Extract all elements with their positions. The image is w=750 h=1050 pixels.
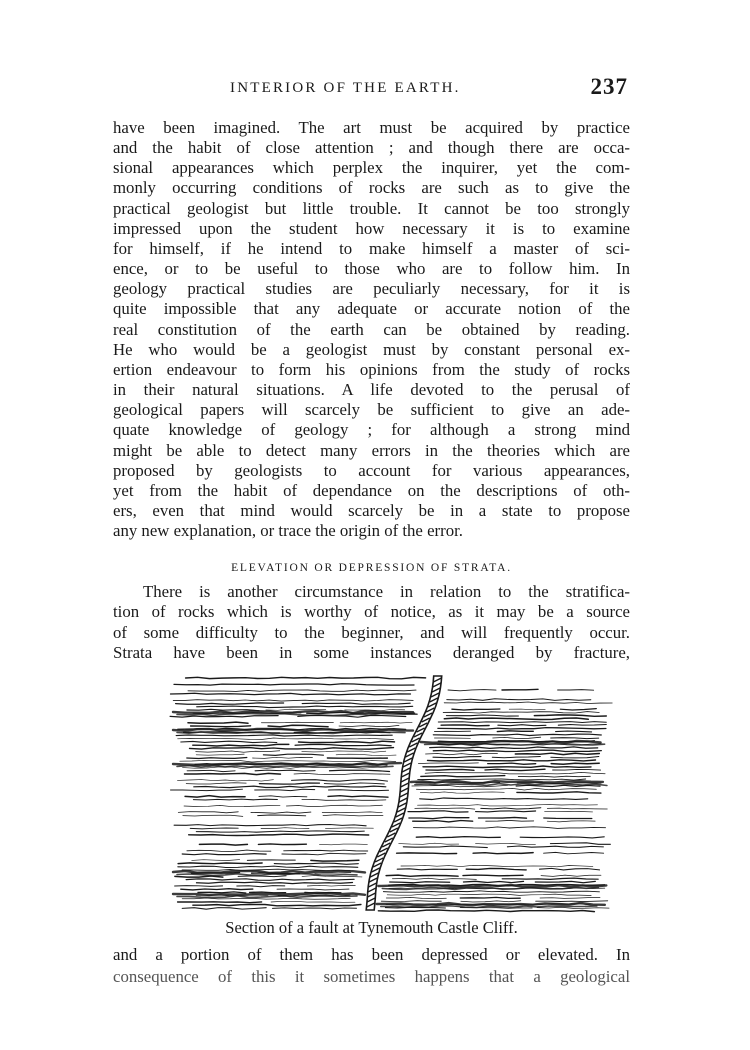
text-line: impressed upon the student how necessary it is to examine	[113, 218, 630, 238]
text-line: of some difficulty to the beginner, and will frequently occur.	[113, 622, 630, 642]
text-line: ers, even that mind would scarcely be in a state to propose	[113, 500, 630, 520]
text-line: and a portion of them has been depressed or elevated. In	[113, 945, 630, 964]
text-line: real constitution of the earth can be obtained by reading.	[113, 319, 630, 339]
text-line: ertion endeavour to form his opinions from the study of rocks	[113, 359, 630, 379]
fault-engraving-icon	[163, 672, 623, 916]
figure-caption: Section of a fault at Tynemouth Castle Cliff.	[225, 918, 518, 937]
text-line: He who would be a geologist must by constant personal ex-	[113, 339, 630, 359]
text-line: practical geologist but little trouble. It cannot be too strongly	[113, 198, 630, 218]
text-line: sional appearances which perplex the inquirer, yet the com-	[113, 158, 630, 178]
text-line: any new explanation, or trace the origin of the error.	[113, 521, 463, 541]
section-heading: ELEVATION OR DEPRESSION OF STRATA.	[231, 562, 512, 574]
page-number: 237	[590, 74, 628, 99]
text-line: geological papers will scarcely be sufficient to give an ade-	[113, 400, 630, 420]
text-line: for himself, if he intend to make himself a master of sci-	[113, 238, 630, 258]
paragraph-2	[113, 582, 630, 663]
fault-illustration	[163, 672, 623, 916]
text-line: might be able to detect many errors in the theories which are	[113, 440, 630, 460]
text-line: proposed by geologists to account for various appearances,	[113, 460, 630, 480]
text-line: There is another circumstance in relation to the stratifica-	[143, 582, 630, 601]
text-line: monly occurring conditions of rocks are such as to give the	[113, 178, 630, 198]
text-line: have been imagined. The art must be acquired by practice	[113, 118, 630, 137]
text-line: quite impossible that any adequate or accurate notion of the	[113, 299, 630, 319]
text-line: geology practical studies are peculiarly necessary, for it is	[113, 279, 630, 299]
paragraph-3	[113, 944, 630, 988]
text-line: tion of rocks which is worthy of notice, as it may be a source	[113, 602, 630, 622]
text-line: Strata have been in some instances deranged by fracture,	[113, 642, 630, 662]
text-line: yet from the habit of dependance on the descriptions of oth-	[113, 480, 630, 500]
text-line: and the habit of close attention ; and though there are occa-	[113, 138, 630, 158]
running-title: INTERIOR OF THE EARTH.	[230, 80, 461, 96]
running-head	[112, 76, 628, 106]
text-line: consequence of this it sometimes happens that a geological	[113, 967, 630, 986]
text-line: quate knowledge of geology ; for although a strong mind	[113, 420, 630, 440]
text-line: ence, or to be useful to those who are to follow him. In	[113, 259, 630, 279]
paragraph-1	[113, 118, 630, 541]
text-line: in their natural situations. A life devoted to the perusal of	[113, 380, 630, 400]
